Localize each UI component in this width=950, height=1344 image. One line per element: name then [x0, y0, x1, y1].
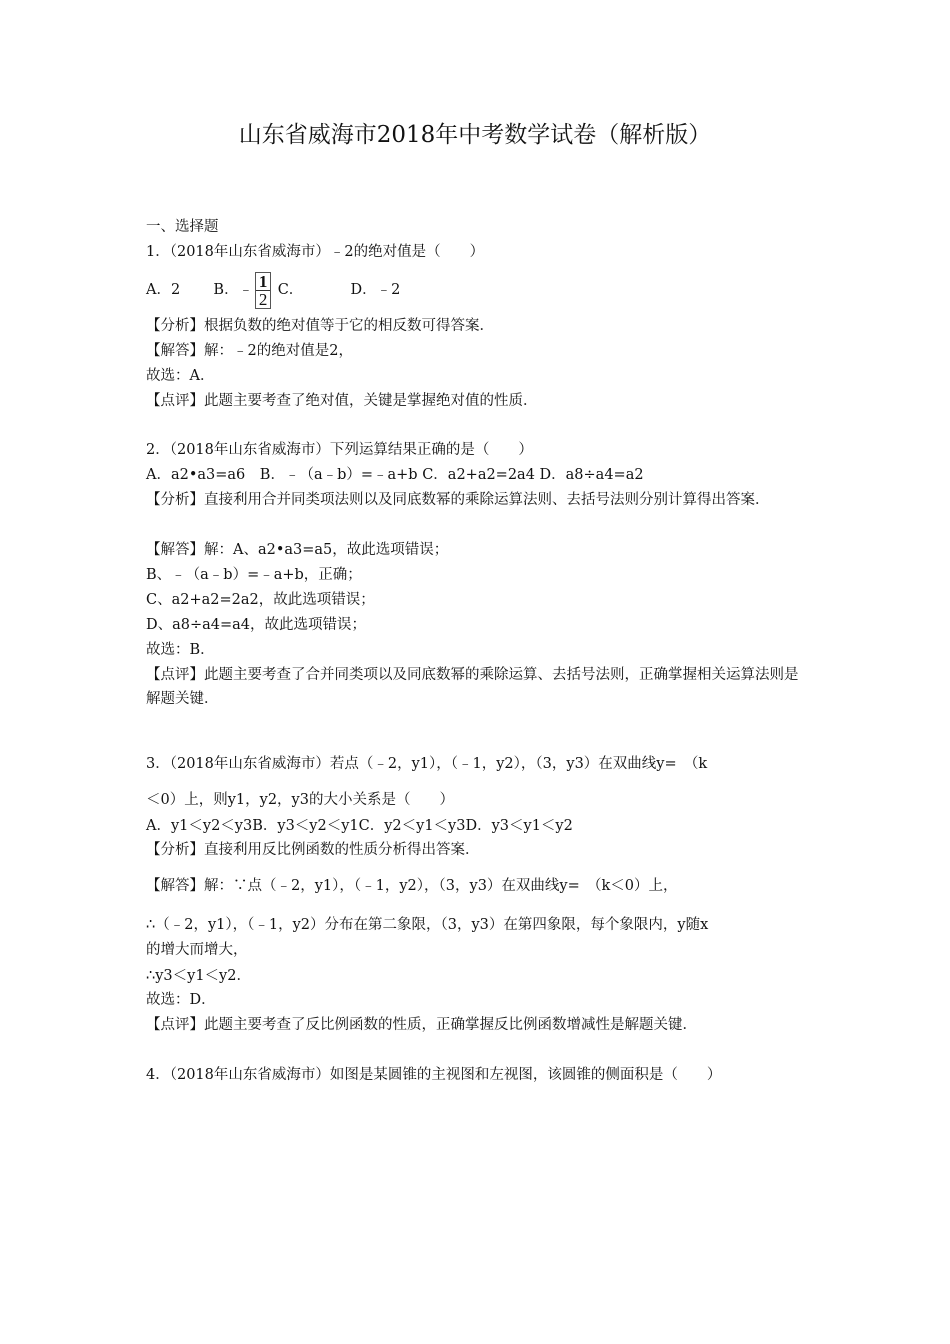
q2-line-d: D、a8÷a4=a4，故此选项错误；: [146, 617, 367, 633]
fraction-numerator: 1: [258, 271, 268, 291]
q2-choice: 故选：B．: [146, 642, 215, 658]
q3-comment: 【点评】此题主要考查了反比例函数的性质，正确掌握反比例函数增减性是解题关键．: [146, 1017, 697, 1033]
q3-conclusion: ∴y3＜y1＜y2．: [146, 968, 251, 984]
q4-stem: 4．（2018年山东省威海市）如图是某圆锥的主视图和左视图，该圆锥的侧面积是（ ）: [146, 1067, 722, 1083]
q2-solution: 【解答】解：A、a2•a3=a5，故此选项错误；: [146, 542, 449, 558]
q2-comment: 【点评】此题主要考查了合并同类项以及同底数幂的乘除运算、去括号法则，正确掌握相关运算法则是解题关键．: [146, 667, 799, 707]
q3-reason-line2: 的增大而增大，: [146, 942, 248, 958]
q2-line-b: B、﹣（a﹣b）=﹣a+b，正确；: [146, 567, 362, 583]
fraction: [255, 272, 271, 309]
q2-analysis: 【分析】直接利用合并同类项法则以及同底数幂的乘除运算法则、去括号法则分别计算得出答案．: [146, 492, 770, 508]
q1-solution: 【解答】解：﹣2的绝对值是2，: [146, 343, 353, 359]
q3-stem-line2: ＜0）上，则y1，y2，y3的大小关系是（ ）: [146, 792, 454, 808]
q2-options: A．a2•a3=a6 B．﹣（a﹣b）=﹣a+b C．a2+a2=2a4 D．a8÷a4=a2: [146, 467, 644, 483]
q1-option-d: D．﹣2: [350, 282, 401, 298]
q2-line-c: C、a2+a2=2a2，故此选项错误；: [146, 592, 375, 608]
q3-reason-line1: ∴（﹣2，y1），（﹣1，y2）分布在第二象限，（3，y3）在第四象限，每个象限内，y随x: [146, 917, 709, 933]
q1-options: [146, 270, 400, 310]
section-heading: 一、选择题: [146, 219, 219, 235]
q1-analysis: 【分析】根据负数的绝对值等于它的相反数可得答案．: [146, 318, 494, 334]
q1-comment: 【点评】此题主要考查了绝对值，关键是掌握绝对值的性质．: [146, 393, 538, 409]
q3-solution: 【解答】解：∵点（﹣2，y1），（﹣1，y2），（3，y3）在双曲线y= （k＜0）上，: [146, 878, 678, 894]
q1-option-b: B．﹣: [213, 282, 254, 298]
q3-options: A．y1＜y2＜y3B．y3＜y2＜y1C．y2＜y1＜y3D．y3＜y1＜y2: [146, 818, 573, 834]
q1-option-a: A．2: [146, 282, 181, 298]
q2-stem: 2．（2018年山东省威海市）下列运算结果正确的是（ ）: [146, 442, 533, 458]
fraction-denominator: 2: [256, 290, 270, 308]
page-title: 山东省威海市2018年中考数学试卷（解析版）: [238, 122, 712, 148]
q1-option-c: C．: [277, 282, 304, 298]
q1-stem: 1．（2018年山东省威海市）﹣2的绝对值是（ ）: [146, 244, 485, 260]
q1-choice: 故选：A．: [146, 368, 215, 384]
q3-choice: 故选：D．: [146, 992, 216, 1008]
q3-analysis: 【分析】直接利用反比例函数的性质分析得出答案．: [146, 842, 480, 858]
q3-stem-line1: 3．（2018年山东省威海市）若点（﹣2，y1），（﹣1，y2），（3，y3）在双曲线y= （k: [146, 756, 708, 772]
